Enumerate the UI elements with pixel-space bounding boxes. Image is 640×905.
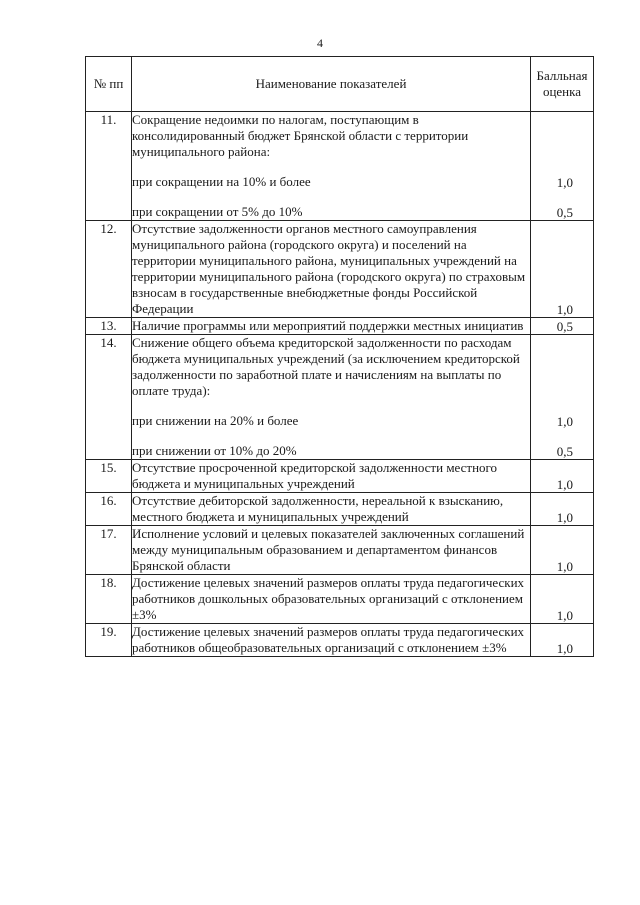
table-row [86,493,594,526]
score-cell [531,112,594,221]
indicator-cell [132,526,531,575]
score-cell [531,493,594,526]
indicator-name: Достижение целевых значений размеров оплаты труда педагогических работников общеобразовательных организаций с отклонением ±3% [132,624,525,655]
indicator-cell [132,624,531,657]
row-number: 13. [86,318,132,335]
sub-score-value: 0,5 [556,204,573,220]
indicator-cell [132,335,531,460]
score-value: 1,0 [556,607,573,623]
sub-condition: при снижении от 10% до 20% [132,443,297,458]
header-indicator-name: Наименование показателей [132,57,531,112]
indicator-cell [132,112,531,221]
row-number: 12. [86,221,132,318]
table-row [86,460,594,493]
indicator-name: Отсутствие просроченной кредиторской задолженности местного бюджета и муниципальных учреждений [132,460,498,491]
score-value: 1,0 [556,640,573,656]
score-cell [531,221,594,318]
header-score-line1: Балльная [536,68,588,83]
sub-condition: при сокращении на 10% и более [132,174,311,189]
score-cell [531,624,594,657]
sub-condition: при снижении на 20% и более [132,413,299,428]
indicator-name: Сокращение недоимки по налогам, поступающим в консолидированный бюджет Брянской области с территории муниципального района: [132,112,469,159]
indicator-name: Исполнение условий и целевых показателей заключенных соглашений между муниципальным образованием и департаментом финансов Брянской области [132,526,525,573]
sub-score-value: 0,5 [556,443,573,459]
indicator-name: Отсутствие задолженности органов местного самоуправления муниципального района (городского округа) и поселений на территории муниципального района, муниципальных учреждений на территории муниципального района (городского округа) по страховым взносам в государственные внебюджетные фонды Российской Федерации [132,221,526,316]
score-cell [531,460,594,493]
table-row [86,318,594,335]
sub-score-value: 1,0 [556,174,573,190]
page-number: 4 [317,36,323,50]
indicator-name: Снижение общего объема кредиторской задолженности по расходам бюджета муниципальных учреждений (за исключением кредиторской задолженности по заработной плате и начислениям на выплаты по оплате труда): [132,335,520,398]
score-cell [531,575,594,624]
score-cell [531,335,594,460]
sub-score-value: 1,0 [556,413,573,429]
row-number: 17. [86,526,132,575]
indicator-name: Наличие программы или мероприятий поддержки местных инициатив [132,318,524,333]
row-number: 16. [86,493,132,526]
header-score-line2: оценка [542,84,582,99]
header-number: № пп [86,57,132,112]
score-value: 1,0 [556,558,573,574]
table-row [86,112,594,221]
row-number: 18. [86,575,132,624]
score-value: 1,0 [556,509,573,525]
table-row [86,575,594,624]
indicator-cell [132,460,531,493]
table-row [86,221,594,318]
score-value: 1,0 [556,301,573,317]
header-score [531,57,594,112]
indicator-cell [132,221,531,318]
indicator-cell [132,575,531,624]
row-number: 14. [86,335,132,460]
score-cell [531,318,594,335]
score-cell [531,526,594,575]
score-value: 0,5 [556,318,573,334]
score-value: 1,0 [556,476,573,492]
indicators-table [85,56,594,657]
sub-condition: при сокращении от 5% до 10% [132,204,303,219]
indicator-name: Достижение целевых значений размеров оплаты труда педагогических работников дошкольных образовательных организаций с отклонением ±3% [132,575,525,622]
indicator-cell [132,318,531,335]
indicator-cell [132,493,531,526]
indicator-name: Отсутствие дебиторской задолженности, нереальной к взысканию, местного бюджета и муниципальных учреждений [132,493,504,524]
row-number: 15. [86,460,132,493]
table-row [86,335,594,460]
table-header-row [86,57,594,112]
row-number: 19. [86,624,132,657]
table-row [86,624,594,657]
table-row [86,526,594,575]
row-number: 11. [86,112,132,221]
